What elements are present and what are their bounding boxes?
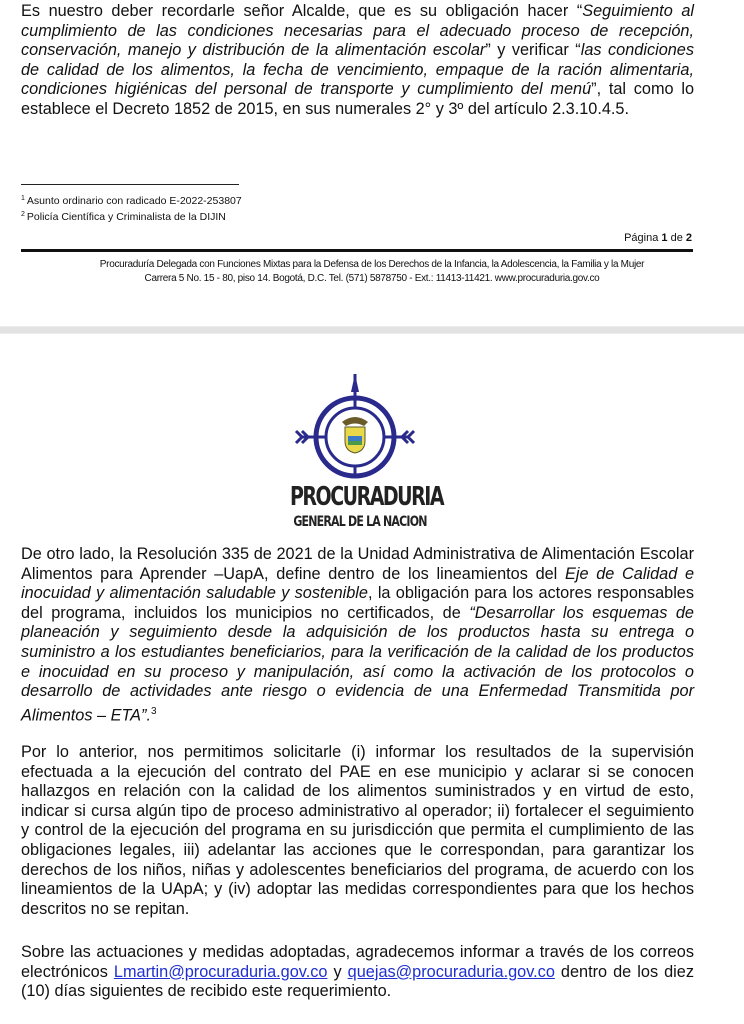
footnote-divider [21, 184, 239, 185]
page-break [0, 326, 744, 334]
footnote-ref: 3 [151, 705, 157, 717]
text: y [327, 962, 348, 981]
eje-calidad: Eje de Calidad e inocuidad y alimentación saludable y sostenible [21, 564, 694, 603]
text: Es nuestro deber recordarle señor Alcalde, que es su obligación hacer “ [21, 2, 583, 20]
email-link-quejas[interactable]: quejas@procuraduria.gov.co [347, 962, 555, 981]
text: ”, tal como lo establece el Decreto 1852 de 2015, en sus numerales 2° y 3º del artículo 2.3.10.4.5. [21, 80, 694, 118]
logo-title: PROCURADURIA [290, 482, 444, 512]
quote-desarrollar: “Desarrollar los esquemas de planeación y seguimiento desde la adquisición de los productos hasta su entrega o suministro a los estudiantes beneficiarios, para la verificación de la calidad de los productos e inocuidad en su proceso y manipulación, así como la activación de los protocolos o desarrollo de actividades ante riesgo o evidencia de una Enfermedad Transmitida por Alimentos – ETA”. [21, 603, 694, 725]
page-footer [0, 258, 744, 286]
footer-divider [21, 249, 693, 252]
text: , la obligación para los actores responsables del programa, incluidos los municipios no certificados, de [21, 584, 695, 622]
text: Sobre las actuaciones y medidas adoptadas, agradecemos informar a través de los correos electrónicos [21, 943, 694, 981]
footnote-text: Policía Científica y Criminalista de la DIJIN [26, 211, 226, 223]
total-pages: 2 [685, 232, 692, 244]
paragraph-resolucion [21, 545, 694, 726]
page-label: Página [624, 232, 662, 244]
logo-subtitle: GENERAL DE LA NACION [293, 513, 427, 530]
quote-seguimiento: Seguimiento al cumplimiento de las condiciones necesarias para el adecuado proceso de recepción, conservación, manejo y distribución de la alimentación escolar [21, 2, 694, 60]
page-number [624, 232, 692, 244]
quote-condiciones: las condiciones de calidad de los alimentos, la fecha de vencimiento, empaque de la ración alimentaria, condiciones higiénicas del personal de transporte y cumplimiento del menú [21, 41, 695, 99]
page-sep: de [667, 232, 686, 244]
footnote-2 [21, 208, 242, 224]
footer-address: Carrera 5 No. 15 - 80, piso 14. Bogotá, D.C. Tel. (571) 5878750 - Ext.: 11413-11421. www.procuraduria.gov.co [144, 273, 600, 284]
footnotes [21, 192, 242, 224]
footnote-number: 1 [21, 195, 25, 202]
text: dentro de los diez (10) días siguientes de recibido este requerimiento. [21, 962, 694, 1001]
footnote-number: 2 [21, 211, 25, 218]
text: De otro lado, la Resolución 335 de 2021 de la Unidad Administrativa de Alimentación Escolar Alimentos para Aprender –UapA, define dentro de los lineamientos del [21, 545, 694, 583]
compass-emblem-icon [290, 370, 430, 482]
footer-office: Procuraduría Delegada con Funciones Mixtas para la Defensa de los Derechos de la Infancia, la Adolescencia, la Familia y la Mujer [99, 259, 645, 270]
text: ” y verificar “ [485, 41, 581, 60]
email-link-lmartin[interactable]: Lmartin@procuraduria.gov.co [113, 962, 328, 981]
paragraph-obligation [21, 2, 694, 120]
paragraph-contacto [21, 943, 694, 1002]
procuraduria-logo [290, 370, 444, 535]
paragraph-solicitud: Por lo anterior, nos permitimos solicitarle (i) informar los resultados de la supervisión efectuada a la ejecución del contrato del PAE en ese municipio y aclarar si se conocen hallazgos en relación con la calidad de los alimentos suministrados y en virtud de esto, indicar si cursa algún tipo de proceso administrativo al operador; ii) fortalecer el seguimiento y control de la ejecución del programa en su jurisdicción que permita el cumplimiento de las obligaciones legales, iii) adelantar las acciones que le correspondan, para garantizar los derechos de los niños, niñas y adolescentes beneficiarios del programa, de acuerdo con los lineamientos de la UApA; y (iv) adoptar las medidas correspondientes para que los hechos descritos no se repitan. [21, 743, 694, 918]
current-page: 1 [661, 232, 668, 244]
footnote-text: Asunto ordinario con radicado E-2022-253807 [26, 195, 242, 207]
footnote-1 [21, 192, 242, 208]
